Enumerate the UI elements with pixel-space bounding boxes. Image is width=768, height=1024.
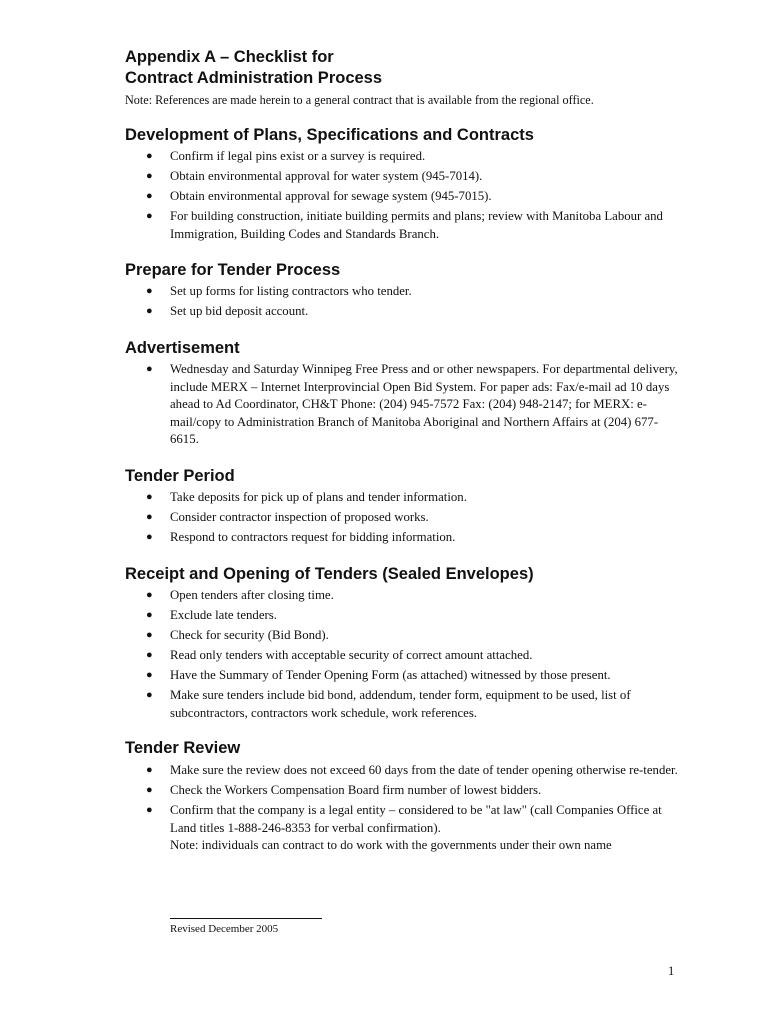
bullet-icon: ● [146, 668, 153, 681]
document-title [125, 47, 685, 89]
title-line-2: Contract Administration Process [125, 69, 383, 87]
bullet-icon: ● [146, 803, 153, 816]
bullet-icon: ● [146, 363, 153, 375]
list-item: ● Confirm if legal pins exist or a survey is required. [125, 148, 685, 166]
bullet-icon: ● [146, 491, 153, 503]
list-item: ● Respond to contractors request for bidding information. [125, 529, 685, 547]
list-item: ● Check for security (Bid Bond). [125, 627, 685, 645]
bullet-icon: ● [146, 285, 153, 297]
list-item: ● Check the Workers Compensation Board firm number of lowest bidders. [125, 782, 685, 800]
title-line-1: Appendix A – Checklist for [125, 48, 334, 66]
list-item: ● Have the Summary of Tender Opening Form (as attached) witnessed by those present. [125, 667, 685, 685]
revision-date: Revised December 2005 [170, 923, 279, 935]
bullet-icon: ● [146, 304, 153, 317]
list-item: ● Make sure the review does not exceed 60 days from the date of tender opening otherwise re-tender. [125, 762, 685, 780]
list-item: ● Take deposits for pick up of plans and tender information. [125, 489, 685, 507]
list-item: ● Exclude late tenders. [125, 607, 685, 625]
section-heading-prepare-tender: Prepare for Tender Process [125, 261, 341, 279]
section-list-development [125, 148, 685, 246]
section-heading-tender-review: Tender Review [125, 739, 241, 757]
list-item: ● Make sure tenders include bid bond, addendum, tender form, equipment to be used, list of subcontractors, contractors work schedule, work references. [146, 687, 631, 720]
list-item: ● Obtain environmental approval for sewage system (945-7015). [125, 188, 685, 206]
bullet-icon: ● [146, 648, 153, 661]
footnote-divider [170, 918, 322, 919]
bullet-icon: ● [146, 150, 153, 162]
list-item: ● For building construction, initiate building permits and plans; review with Manitoba Labour and Immigration, Building Codes and Standards Branch. [146, 208, 663, 241]
intro-note: Note: References are made herein to a general contract that is available from the regional office. [125, 93, 594, 107]
list-item: ● Open tenders after closing time. [125, 587, 685, 605]
list-item: ● Read only tenders with acceptable security of correct amount attached. [125, 647, 685, 665]
section-heading-tender-period: Tender Period [125, 467, 235, 485]
list-item: ● Set up bid deposit account. [125, 303, 685, 321]
bullet-icon: ● [146, 589, 153, 601]
bullet-icon: ● [146, 688, 153, 701]
section-heading-development: Development of Plans, Specifications and Contracts [125, 126, 534, 144]
list-item: ● Set up forms for listing contractors who tender. [125, 283, 685, 301]
section-list-receipt-opening [125, 587, 685, 725]
bullet-icon: ● [146, 510, 153, 523]
section-heading-receipt-opening: Receipt and Opening of Tenders (Sealed Envelopes) [125, 565, 534, 583]
bullet-icon: ● [146, 764, 153, 776]
section-list-tender-period [125, 489, 685, 549]
bullet-icon: ● [146, 628, 153, 641]
list-item: ● Consider contractor inspection of proposed works. [125, 509, 685, 527]
bullet-icon: ● [146, 169, 153, 182]
section-list-prepare-tender [125, 283, 685, 323]
bullet-icon: ● [146, 189, 153, 202]
section-list-advertisement [125, 361, 685, 451]
section-list-tender-review [125, 762, 685, 857]
bullet-icon: ● [146, 209, 153, 222]
list-item: ● Confirm that the company is a legal entity – considered to be "at law" (call Companies Office at Land titles 1-888-246-8353 for verbal confirmation). Note: individuals can contract to do work with the governments under their own name [146, 802, 662, 853]
bullet-icon: ● [146, 783, 153, 796]
page-number: 1 [668, 964, 675, 978]
section-heading-advertisement: Advertisement [125, 339, 240, 357]
list-item: ● Obtain environmental approval for water system (945-7014). [125, 168, 685, 186]
bullet-icon: ● [146, 530, 153, 543]
list-item: ● Wednesday and Saturday Winnipeg Free Press and or other newspapers. For departmental delivery, include MERX – Internet Interprovincial Open Bid System. For paper ads: Fax/e-mail ad 10 days ahead to Ad Coordinator, CH&T Phone: (204) 945-7572 Fax: (204) 948-2147; for MERX: e-mail/copy to Administration Branch of Manitoba Aboriginal and Northern Affairs at (204) 677-6615. [146, 362, 678, 447]
bullet-icon: ● [146, 608, 153, 621]
